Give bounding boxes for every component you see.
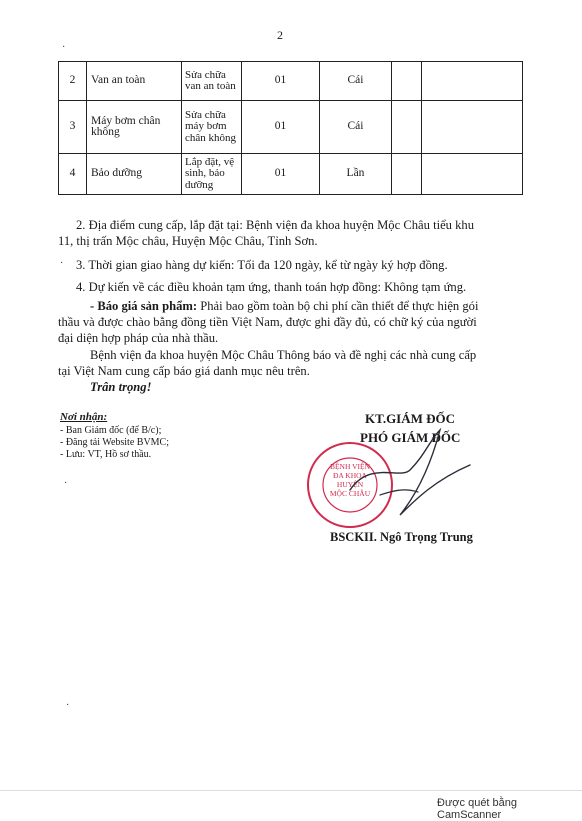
empty-cell [392,62,422,101]
table-row [59,154,523,195]
signature-title-1: KT.GIÁM ĐỐC [365,411,456,426]
stamp-line: HUYỆN [336,480,364,489]
paragraph-quote-line2: thầu và được chào bằng đồng tiền Việt Nam, được ghi đầy đủ, có chữ ký của người [58,315,477,329]
quote-text: Phải bao gồm toàn bộ chi phí cần thiết để thực hiện gói [197,299,479,313]
item-unit: Lần [320,154,392,195]
stamp-line: ĐA KHOA [333,471,367,480]
item-unit: Cái [320,62,392,101]
item-description: Lắp đặt, vệ sinh, bảo dưỡng [182,154,242,195]
empty-cell [422,62,523,101]
scan-mark: · [64,478,68,489]
row-number: 2 [59,62,87,101]
table-row [59,101,523,154]
signer-name: BSCKII. Ngô Trọng Trung [330,530,473,544]
empty-cell [392,101,422,154]
empty-cell [422,101,523,154]
page-number: 2 [277,28,283,42]
item-description: Sửa chữa máy bơm chân không [182,101,242,154]
scan-mark: · [66,700,70,711]
footer-divider [0,790,582,791]
row-number: 3 [59,101,87,154]
scan-mark: · [60,258,64,269]
stamp-line: MỘC CHÂU [329,489,371,498]
item-quantity: 01 [242,62,320,101]
item-quantity: 01 [242,101,320,154]
paragraph-closing-line2: tại Việt Nam cung cấp báo giá danh mục nêu trên. [58,364,310,378]
regards: Trân trọng! [90,380,152,394]
stamp-line: BỆNH VIỆN [329,462,371,471]
paragraph-quote-line1 [90,298,478,314]
item-unit: Cái [320,101,392,154]
items-table [58,61,523,195]
recipient-item: - Ban Giám đốc (để B/c); [60,425,162,436]
item-name: Máy bơm chân không [87,101,182,154]
handwritten-signature-icon [340,420,480,530]
paragraph-payment-terms: 4. Dự kiến về các điều khoản tạm ứng, thanh toán hợp đồng: Không tạm ứng. [76,280,467,294]
empty-cell [422,154,523,195]
scanner-footer: Được quét bằng CamScanner [437,797,518,821]
quote-label: - Báo giá sản phẩm: [90,299,198,313]
item-quantity: 01 [242,154,320,195]
item-name: Bảo dưỡng [87,154,182,195]
paragraph-location-line2: 11, thị trấn Mộc châu, Huyện Mộc Châu, Tỉnh Sơn. [58,234,318,248]
recipient-item: - Lưu: VT, Hồ sơ thầu. [60,449,152,460]
row-number: 4 [59,154,87,195]
paragraph-delivery-time: 3. Thời gian giao hàng dự kiến: Tối đa 120 ngày, kể từ ngày ký hợp đồng. [76,258,448,272]
recipient-item: - Đăng tải Website BVMC; [60,437,169,448]
signature-title-2: PHÓ GIÁM ĐỐC [360,430,461,445]
empty-cell [392,154,422,195]
scan-mark: · [62,42,66,53]
table-row [59,62,523,101]
recipients-title: Nơi nhận: [60,411,108,423]
paragraph-closing-line1: Bệnh viện đa khoa huyện Mộc Châu Thông báo và đề nghị các nhà cung cấp [90,348,477,362]
item-description: Sửa chữa van an toàn [182,62,242,101]
paragraph-quote-line3: đại diện hợp pháp của nhà thầu. [58,331,219,345]
paragraph-location-line1: 2. Địa điểm cung cấp, lắp đặt tại: Bệnh viện đa khoa huyện Mộc Châu tiểu khu [76,218,475,232]
item-name: Van an toàn [87,62,182,101]
